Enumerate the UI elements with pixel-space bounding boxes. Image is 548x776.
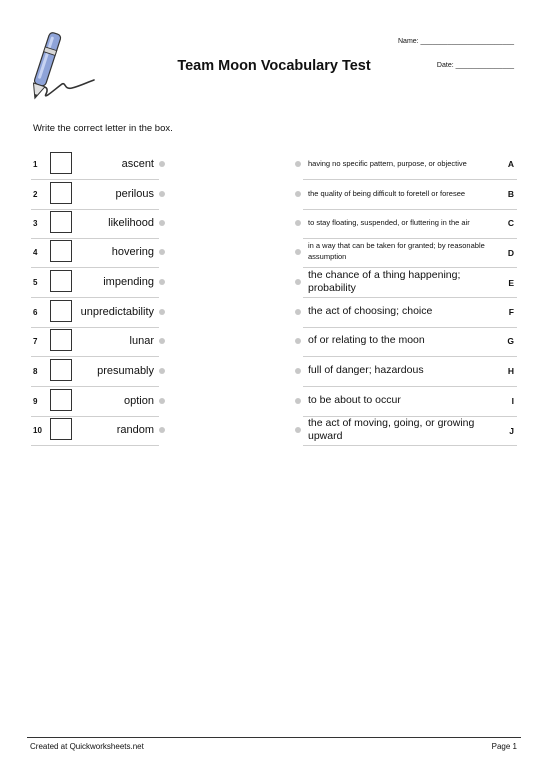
match-dot-right[interactable] (295, 309, 301, 315)
item-number: 9 (33, 397, 38, 406)
word-row (31, 297, 159, 328)
word-row (31, 267, 159, 298)
word-row (31, 415, 159, 446)
match-dot-left[interactable] (159, 279, 165, 285)
word-row (31, 326, 159, 357)
instructions: Write the correct letter in the box. (33, 123, 173, 134)
item-number: 8 (33, 367, 38, 376)
word-row (31, 386, 159, 417)
definition-row (303, 149, 517, 180)
footer-divider (27, 737, 521, 738)
page-number: Page 1 (491, 742, 517, 751)
match-dot-right[interactable] (295, 191, 301, 197)
item-number: 6 (33, 308, 38, 317)
item-number: 3 (33, 219, 38, 228)
item-number: 5 (33, 278, 38, 287)
item-number: 1 (33, 160, 38, 169)
item-number: 4 (33, 248, 38, 257)
match-dot-right[interactable] (295, 427, 301, 433)
definition-row (303, 415, 517, 446)
vocab-word: impending (103, 276, 154, 288)
answer-box[interactable] (50, 418, 72, 440)
definition-row (303, 356, 517, 387)
item-number: 7 (33, 337, 38, 346)
vocab-word: lunar (129, 335, 154, 347)
item-number: 10 (33, 426, 42, 435)
answer-box[interactable] (50, 240, 72, 262)
match-dot-left[interactable] (159, 220, 165, 226)
item-number: 2 (33, 190, 38, 199)
match-dot-left[interactable] (159, 249, 165, 255)
match-dot-right[interactable] (295, 398, 301, 404)
match-dot-right[interactable] (295, 220, 301, 226)
answer-letter: B (507, 189, 514, 199)
answer-letter: D (507, 248, 514, 258)
answer-letter: C (507, 218, 514, 228)
definition-text: of or relating to the moon (308, 334, 425, 346)
match-dot-left[interactable] (159, 398, 165, 404)
definition-row (303, 179, 517, 210)
definition-text: the act of choosing; choice (308, 305, 433, 317)
answer-letter: A (507, 159, 514, 169)
answer-letter: F (508, 307, 514, 317)
match-dot-right[interactable] (295, 338, 301, 344)
match-dot-right[interactable] (295, 249, 301, 255)
answer-letter: J (509, 426, 514, 436)
definition-text: the quality of being difficult to foretell or foresee (308, 189, 466, 198)
answer-box[interactable] (50, 300, 72, 322)
match-dot-left[interactable] (159, 161, 165, 167)
definition-text: in a way that can be taken for granted; by reasonable assumption (308, 241, 485, 261)
match-dot-left[interactable] (159, 338, 165, 344)
answer-box[interactable] (50, 270, 72, 292)
vocab-word: unpredictability (80, 306, 154, 318)
definition-row (303, 208, 517, 239)
definition-row (303, 326, 517, 357)
answer-box[interactable] (50, 152, 72, 174)
definition-row (303, 297, 517, 328)
match-dot-right[interactable] (295, 161, 301, 167)
vocab-word: option (124, 395, 154, 407)
vocab-word: presumably (97, 365, 154, 377)
vocab-word: likelihood (108, 217, 154, 229)
word-row (31, 149, 159, 180)
footer-credit: Created at Quickworksheets.net (30, 742, 144, 751)
word-row (31, 208, 159, 239)
date-field[interactable]: Date: _______________ (436, 62, 514, 69)
definition-row (303, 386, 517, 417)
definition-row (303, 267, 517, 298)
definition-text: the chance of a thing happening; probability (308, 269, 461, 294)
match-dot-right[interactable] (295, 368, 301, 374)
word-row (31, 179, 159, 210)
match-dot-left[interactable] (159, 427, 165, 433)
definition-text: to stay floating, suspended, or fluttering in the air (308, 218, 470, 227)
word-row (31, 237, 159, 268)
answer-box[interactable] (50, 182, 72, 204)
page-title: Team Moon Vocabulary Test (177, 58, 371, 74)
word-row (31, 356, 159, 387)
match-dot-left[interactable] (159, 368, 165, 374)
answer-box[interactable] (50, 389, 72, 411)
name-field[interactable]: Name: ________________________ (398, 38, 514, 45)
match-dot-left[interactable] (159, 191, 165, 197)
answer-letter: H (507, 366, 514, 376)
answer-box[interactable] (50, 329, 72, 351)
vocab-word: random (116, 424, 154, 436)
answer-letter: G (507, 336, 514, 346)
answer-box[interactable] (50, 211, 72, 233)
match-dot-left[interactable] (159, 309, 165, 315)
answer-letter: E (508, 278, 514, 288)
definition-text: full of danger; hazardous (308, 364, 424, 376)
definition-text: the act of moving, going, or growing upward (308, 417, 475, 442)
answer-letter: I (511, 396, 514, 406)
definition-text: to be about to occur (308, 394, 401, 406)
answer-box[interactable] (50, 359, 72, 381)
vocab-word: perilous (115, 188, 154, 200)
vocab-word: hovering (111, 246, 154, 258)
definition-text: having no specific pattern, purpose, or objective (308, 159, 467, 168)
definition-row (303, 237, 517, 268)
vocab-word: ascent (121, 158, 154, 170)
match-dot-right[interactable] (295, 279, 301, 285)
